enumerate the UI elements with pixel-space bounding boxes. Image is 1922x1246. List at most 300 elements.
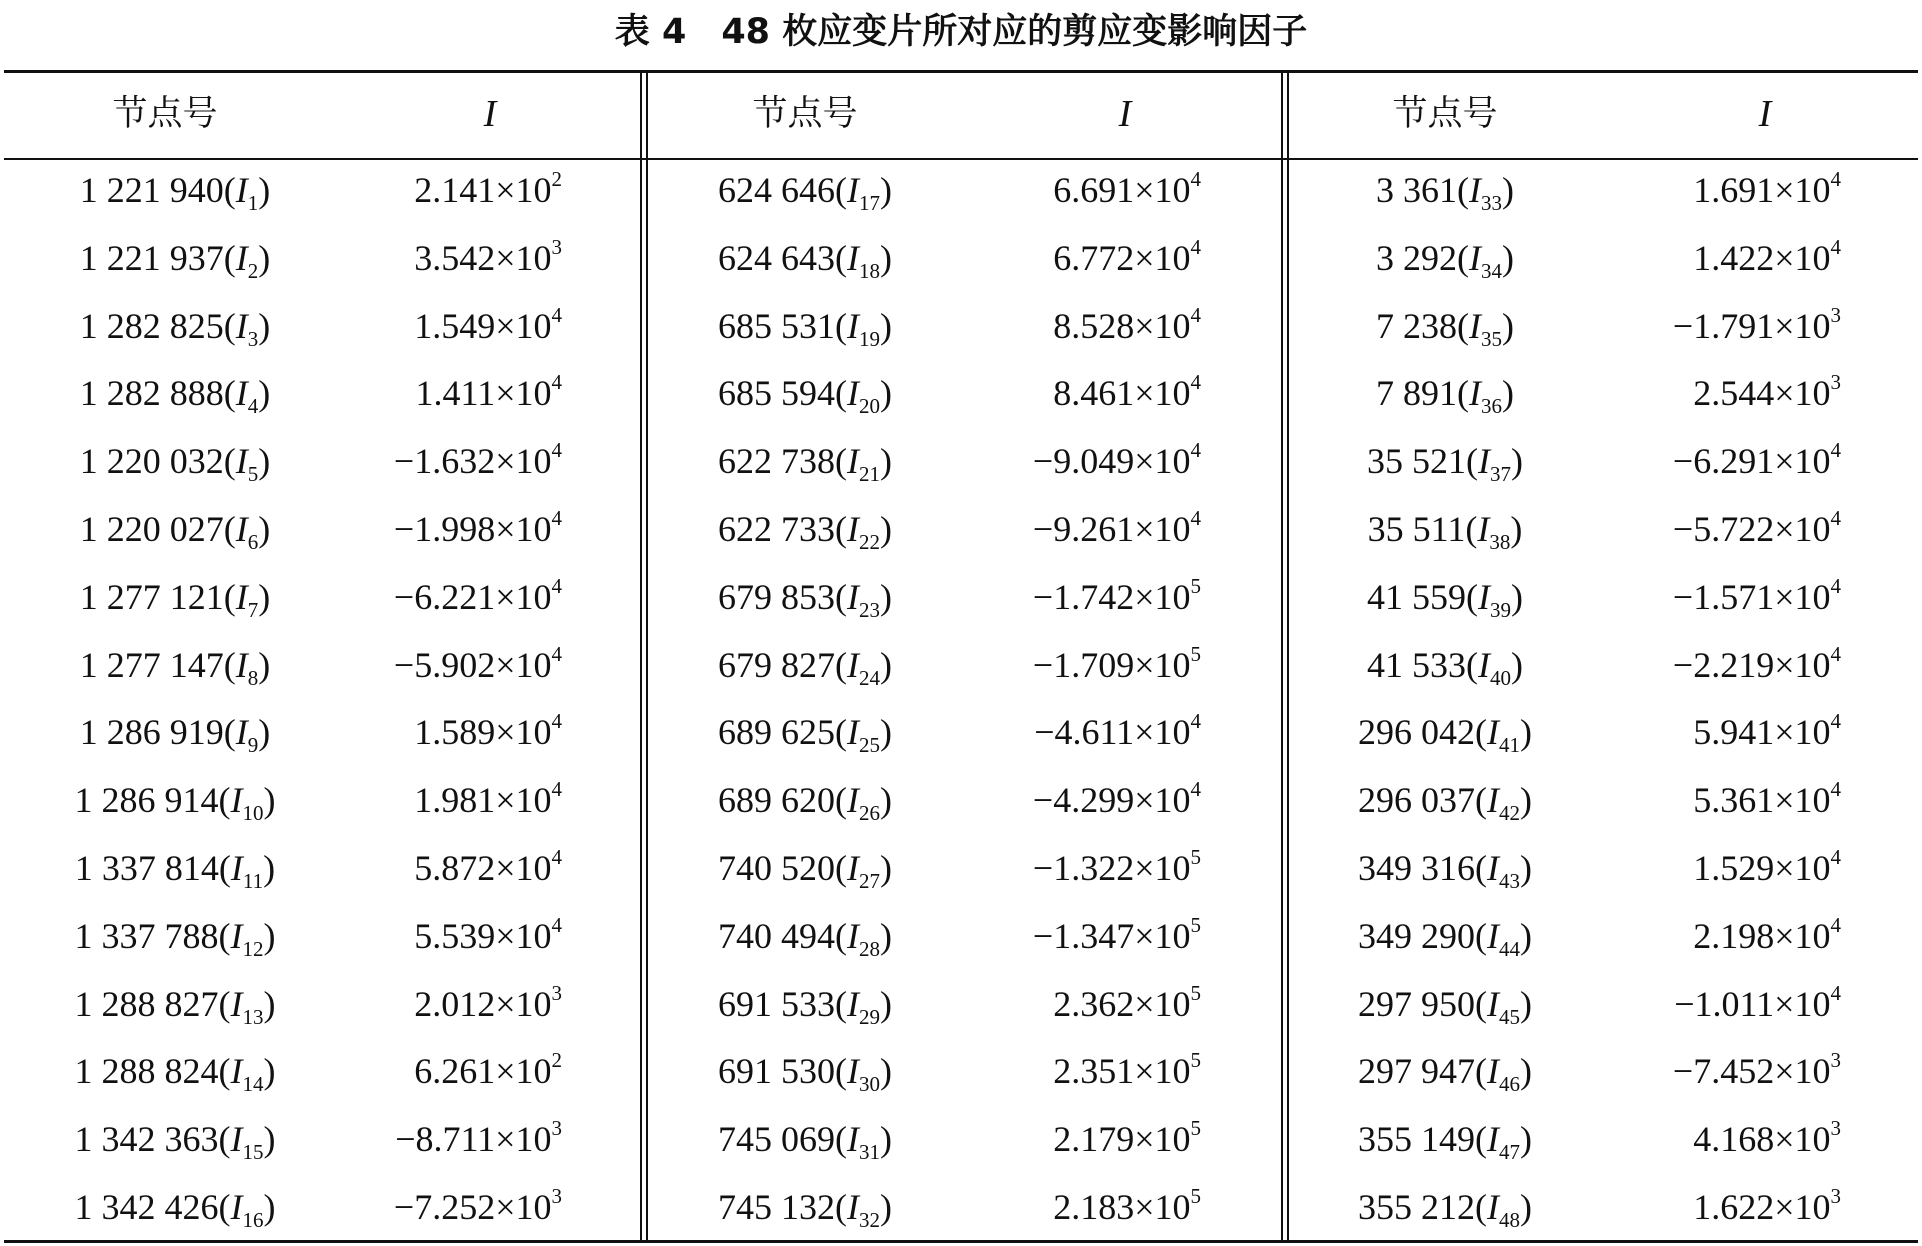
value-mantissa: 1.549×10: [414, 305, 552, 346]
open-paren: (: [835, 441, 847, 482]
factor-index: 41: [1499, 733, 1520, 758]
node-cell: [660, 569, 950, 625]
open-paren: (: [835, 644, 847, 685]
open-paren: (: [218, 1187, 231, 1227]
value-exponent: 4: [1830, 234, 1841, 259]
value-exponent: 4: [551, 845, 562, 869]
node-cell: [660, 162, 950, 218]
value-cell: [302, 1043, 562, 1099]
node-number: 3 361: [1376, 170, 1457, 210]
factor-symbol: I: [847, 1187, 859, 1227]
factor-symbol: I: [847, 509, 859, 549]
open-paren: (: [1475, 915, 1487, 956]
value-mantissa: 1.422×10: [1693, 237, 1831, 278]
value-cell: [941, 976, 1201, 1032]
factor-index: 20: [859, 394, 880, 419]
value-exponent: 4: [1830, 573, 1841, 598]
factor-index: 32: [859, 1208, 880, 1232]
node-cell: [20, 840, 330, 896]
node-cell: [20, 365, 330, 421]
table-title: 表 4 48 枚应变片所对应的剪应变影响因子: [614, 12, 1308, 52]
value-cell: [1581, 501, 1841, 557]
value-mantissa: 1.589×10: [414, 712, 552, 753]
value-mantissa: −4.611×10: [1034, 712, 1191, 753]
value-cell: [302, 1111, 562, 1167]
node-cell: [20, 976, 330, 1032]
node-cell: [1300, 1111, 1590, 1167]
value-mantissa: −9.261×10: [1032, 509, 1191, 549]
close-paren: ): [258, 509, 271, 549]
close-paren: ): [880, 373, 892, 414]
node-number: 3 292: [1376, 237, 1457, 278]
close-paren: ): [880, 509, 892, 549]
open-paren: (: [223, 509, 236, 549]
close-paren: ): [880, 983, 892, 1024]
factor-index: 39: [1490, 597, 1511, 622]
value-exponent: 4: [551, 438, 562, 463]
value-cell: [302, 1179, 562, 1235]
open-paren: (: [223, 576, 236, 617]
value-exponent: 3: [1830, 1116, 1841, 1141]
value-cell: [1581, 840, 1841, 896]
value-mantissa: 2.183×10: [1053, 1187, 1191, 1227]
value-cell: [941, 908, 1201, 964]
open-paren: (: [218, 780, 231, 821]
node-number: 679 827: [718, 644, 835, 685]
factor-symbol: I: [230, 915, 243, 956]
factor-symbol: I: [1487, 712, 1499, 753]
factor-symbol: I: [235, 441, 248, 482]
value-mantissa: 2.362×10: [1053, 983, 1191, 1024]
value-cell: [1581, 365, 1841, 421]
close-paren: ): [1511, 644, 1523, 685]
open-paren: (: [1457, 305, 1469, 346]
node-number: 622 733: [718, 509, 835, 549]
node-cell: [20, 501, 330, 557]
node-cell: [20, 433, 330, 489]
value-exponent: 4: [1830, 167, 1841, 191]
node-cell: [1300, 1043, 1590, 1099]
node-cell: [1300, 772, 1590, 828]
open-paren: (: [1466, 644, 1478, 685]
value-mantissa: 2.141×10: [414, 170, 552, 210]
value-mantissa: −5.902×10: [393, 644, 552, 685]
value-cell: [1581, 637, 1841, 693]
value-exponent: 4: [551, 912, 562, 937]
factor-index: 10: [242, 801, 264, 826]
value-mantissa: 5.361×10: [1693, 780, 1831, 821]
value-mantissa: −1.742×10: [1032, 576, 1191, 617]
close-paren: ): [1511, 576, 1523, 617]
close-paren: ): [1502, 305, 1514, 346]
value-cell: [941, 433, 1201, 489]
factor-index: 21: [859, 462, 880, 487]
factor-symbol: I: [235, 170, 248, 210]
value-mantissa: −1.011×10: [1674, 983, 1831, 1024]
factor-index: 14: [242, 1072, 264, 1097]
value-mantissa: −5.722×10: [1672, 509, 1831, 549]
value-cell: [1581, 1111, 1841, 1167]
node-number: 1 220 032: [79, 441, 224, 482]
open-paren: (: [1475, 1119, 1487, 1160]
open-paren: (: [218, 983, 231, 1024]
value-exponent: 3: [1830, 1048, 1841, 1073]
bottom-rule: [4, 1240, 1918, 1243]
factor-symbol: I: [1487, 848, 1499, 888]
value-mantissa: 8.461×10: [1053, 373, 1191, 414]
node-number: 624 643: [718, 237, 835, 278]
open-paren: (: [1457, 170, 1469, 210]
value-exponent: 3: [551, 1116, 562, 1141]
open-paren: (: [835, 305, 847, 346]
value-exponent: 3: [1830, 302, 1841, 327]
factor-index: 22: [859, 530, 880, 554]
factor-index: 7: [247, 597, 259, 622]
open-paren: (: [223, 237, 236, 278]
node-number: 355 149: [1358, 1119, 1475, 1160]
close-paren: ): [880, 576, 892, 617]
factor-symbol: I: [230, 848, 243, 888]
node-number: 1 286 914: [74, 780, 219, 821]
node-number: 35 511: [1367, 509, 1466, 549]
close-paren: ): [880, 237, 892, 278]
close-paren: ): [263, 1051, 276, 1092]
value-exponent: 3: [1830, 1184, 1841, 1208]
factor-symbol: I: [1487, 1051, 1499, 1092]
node-number: 1 220 027: [79, 509, 224, 549]
value-cell: [941, 230, 1201, 286]
node-cell: [1300, 569, 1590, 625]
value-cell: [1581, 704, 1841, 760]
node-number: 1 277 121: [79, 576, 224, 617]
value-exponent: 4: [551, 302, 562, 327]
factor-index: 30: [859, 1072, 880, 1097]
open-paren: (: [223, 712, 236, 753]
open-paren: (: [835, 848, 847, 888]
node-number: 1 221 940: [79, 170, 224, 210]
factor-symbol: I: [235, 576, 248, 617]
value-exponent: 4: [551, 573, 562, 598]
open-paren: (: [835, 780, 847, 821]
open-paren: (: [835, 373, 847, 414]
node-number: 1 337 814: [74, 848, 219, 888]
node-number: 691 533: [718, 983, 835, 1024]
close-paren: ): [258, 170, 271, 210]
node-cell: [20, 569, 330, 625]
factor-symbol: I: [847, 170, 859, 210]
factor-index: 36: [1481, 394, 1502, 419]
node-number: 689 625: [718, 712, 835, 753]
node-cell: [660, 840, 950, 896]
node-cell: [660, 908, 950, 964]
factor-index: 45: [1499, 1004, 1520, 1029]
value-exponent: 4: [551, 641, 562, 666]
factor-index: 4: [247, 394, 259, 419]
value-exponent: 3: [551, 1184, 562, 1208]
value-exponent: 4: [1830, 641, 1841, 666]
factor-symbol: I: [847, 780, 859, 821]
node-cell: [20, 1111, 330, 1167]
factor-symbol: I: [847, 1119, 859, 1160]
close-paren: ): [1520, 848, 1532, 888]
node-number: 41 533: [1367, 644, 1466, 685]
value-mantissa: 8.528×10: [1053, 305, 1191, 346]
value-exponent: 4: [551, 709, 562, 734]
value-exponent: 4: [1190, 167, 1201, 191]
value-cell: [302, 908, 562, 964]
node-number: 1 286 919: [79, 712, 224, 753]
factor-index: 33: [1481, 191, 1502, 215]
close-paren: ): [1520, 712, 1532, 753]
factor-symbol: I: [1469, 305, 1481, 346]
value-mantissa: 6.261×10: [414, 1051, 552, 1092]
open-paren: (: [1457, 373, 1469, 414]
value-cell: [1581, 569, 1841, 625]
node-number: 7 238: [1376, 305, 1457, 346]
value-cell: [302, 840, 562, 896]
open-paren: (: [223, 644, 236, 685]
factor-index: 28: [859, 936, 880, 961]
value-cell: [941, 772, 1201, 828]
factor-index: 38: [1489, 530, 1511, 554]
open-paren: (: [1475, 1051, 1487, 1092]
node-cell: [660, 704, 950, 760]
close-paren: ): [880, 644, 892, 685]
close-paren: ): [880, 1187, 892, 1227]
factor-index: 34: [1481, 258, 1502, 283]
close-paren: ): [880, 441, 892, 482]
value-cell: [302, 772, 562, 828]
node-number: 1 288 827: [74, 983, 219, 1024]
node-number: 296 042: [1358, 712, 1475, 753]
open-paren: (: [1466, 576, 1478, 617]
node-cell: [1300, 433, 1590, 489]
node-cell: [660, 433, 950, 489]
value-cell: [302, 637, 562, 693]
factor-index: 6: [247, 530, 259, 554]
factor-index: 9: [247, 733, 259, 758]
header-node: 节点号: [752, 94, 858, 134]
node-cell: [1300, 840, 1590, 896]
factor-symbol: I: [847, 237, 859, 278]
column-separator: [640, 70, 648, 1243]
value-exponent: 4: [1830, 438, 1841, 463]
value-exponent: 4: [551, 506, 562, 530]
value-exponent: 4: [1830, 845, 1841, 869]
value-exponent: 3: [1830, 370, 1841, 395]
factor-index: 19: [859, 326, 880, 351]
node-number: 740 520: [718, 848, 835, 888]
factor-index: 2: [247, 258, 259, 283]
node-number: 679 853: [718, 576, 835, 617]
node-cell: [20, 772, 330, 828]
factor-symbol: I: [235, 237, 248, 278]
open-paren: (: [835, 170, 847, 210]
node-cell: [660, 1111, 950, 1167]
value-mantissa: −1.998×10: [393, 509, 552, 549]
factor-symbol: I: [230, 1187, 243, 1227]
value-mantissa: −1.322×10: [1032, 848, 1191, 888]
node-number: 689 620: [718, 780, 835, 821]
close-paren: ): [1520, 983, 1532, 1024]
value-exponent: 5: [1190, 573, 1201, 598]
node-cell: [20, 704, 330, 760]
node-cell: [1300, 908, 1590, 964]
value-exponent: 5: [1190, 1116, 1201, 1141]
node-cell: [660, 1179, 950, 1235]
open-paren: (: [835, 712, 847, 753]
value-mantissa: 6.691×10: [1053, 170, 1191, 210]
value-mantissa: −6.291×10: [1672, 441, 1831, 482]
open-paren: (: [835, 915, 847, 956]
node-number: 1 282 825: [79, 305, 224, 346]
value-cell: [941, 501, 1201, 557]
factor-symbol: I: [1469, 373, 1481, 414]
factor-index: 29: [859, 1004, 880, 1029]
close-paren: ): [1520, 780, 1532, 821]
node-number: 349 316: [1358, 848, 1475, 888]
value-mantissa: 2.198×10: [1693, 915, 1831, 956]
close-paren: ): [263, 1119, 276, 1160]
value-mantissa: −1.791×10: [1672, 305, 1831, 346]
open-paren: (: [223, 170, 236, 210]
close-paren: ): [1510, 509, 1523, 549]
value-cell: [941, 569, 1201, 625]
open-paren: (: [1475, 848, 1487, 888]
factor-symbol: I: [847, 848, 859, 888]
factor-symbol: I: [235, 509, 248, 549]
close-paren: ): [263, 848, 276, 888]
node-cell: [20, 230, 330, 286]
node-number: 1 337 788: [74, 915, 219, 956]
node-cell: [660, 298, 950, 354]
value-exponent: 3: [551, 980, 562, 1005]
factor-index: 12: [242, 936, 264, 961]
node-cell: [1300, 637, 1590, 693]
node-cell: [1300, 230, 1590, 286]
close-paren: ): [258, 644, 271, 685]
node-cell: [1300, 704, 1590, 760]
factor-symbol: I: [1477, 509, 1490, 549]
open-paren: (: [835, 237, 847, 278]
node-number: 35 521: [1367, 441, 1466, 482]
open-paren: (: [835, 983, 847, 1024]
value-cell: [941, 1111, 1201, 1167]
open-paren: (: [1475, 1187, 1487, 1227]
factor-symbol: I: [1487, 1119, 1499, 1160]
node-cell: [1300, 1179, 1590, 1235]
header-node: 节点号: [112, 94, 218, 134]
value-mantissa: −4.299×10: [1032, 780, 1191, 821]
value-cell: [941, 1179, 1201, 1235]
open-paren: (: [1465, 509, 1478, 549]
node-cell: [660, 637, 950, 693]
factor-symbol: I: [235, 305, 248, 346]
factor-index: 27: [859, 869, 880, 893]
value-exponent: 5: [1190, 845, 1201, 869]
close-paren: ): [1520, 1187, 1532, 1227]
factor-symbol: I: [235, 712, 248, 753]
node-cell: [20, 162, 330, 218]
open-paren: (: [1475, 780, 1487, 821]
close-paren: ): [263, 915, 276, 956]
factor-index: 16: [242, 1208, 264, 1232]
open-paren: (: [223, 305, 236, 346]
close-paren: ): [1520, 915, 1532, 956]
value-cell: [1581, 976, 1841, 1032]
close-paren: ): [880, 170, 892, 210]
factor-symbol: I: [847, 576, 859, 617]
open-paren: (: [835, 1119, 847, 1160]
value-mantissa: −1.709×10: [1032, 644, 1191, 685]
factor-symbol: I: [235, 373, 248, 414]
value-mantissa: −1.571×10: [1672, 576, 1831, 617]
column-separator: [1281, 70, 1289, 1243]
factor-index: 31: [859, 1140, 880, 1165]
node-number: 41 559: [1367, 576, 1466, 617]
header-value: I: [1758, 93, 1772, 135]
value-mantissa: 4.168×10: [1693, 1119, 1831, 1160]
value-exponent: 4: [1830, 506, 1841, 530]
open-paren: (: [218, 848, 231, 888]
close-paren: ): [880, 712, 892, 753]
open-paren: (: [218, 1119, 231, 1160]
open-paren: (: [218, 1051, 231, 1092]
close-paren: ): [258, 441, 271, 482]
close-paren: ): [1502, 373, 1514, 414]
value-exponent: 4: [1830, 912, 1841, 937]
open-paren: (: [835, 1051, 847, 1092]
factor-index: 44: [1499, 936, 1520, 961]
value-cell: [1581, 298, 1841, 354]
value-cell: [302, 976, 562, 1032]
value-mantissa: 1.411×10: [415, 373, 552, 414]
value-cell: [302, 501, 562, 557]
close-paren: ): [258, 712, 271, 753]
node-cell: [1300, 162, 1590, 218]
value-exponent: 5: [1190, 912, 1201, 937]
value-mantissa: 1.622×10: [1693, 1187, 1831, 1227]
open-paren: (: [1475, 712, 1487, 753]
open-paren: (: [1475, 983, 1487, 1024]
node-cell: [660, 976, 950, 1032]
factor-symbol: I: [1487, 983, 1499, 1024]
factor-symbol: I: [847, 441, 859, 482]
node-number: 745 069: [718, 1119, 835, 1160]
node-cell: [660, 501, 950, 557]
value-cell: [1581, 230, 1841, 286]
node-cell: [20, 908, 330, 964]
value-mantissa: 5.539×10: [414, 915, 552, 956]
value-exponent: 4: [1830, 777, 1841, 802]
factor-index: 24: [859, 665, 880, 690]
value-exponent: 4: [1190, 370, 1201, 395]
factor-symbol: I: [1487, 1187, 1499, 1227]
open-paren: (: [835, 1187, 847, 1227]
value-mantissa: 1.691×10: [1693, 170, 1831, 210]
factor-symbol: I: [847, 712, 859, 753]
factor-symbol: I: [847, 1051, 859, 1092]
factor-symbol: I: [1469, 170, 1481, 210]
factor-index: 11: [242, 869, 264, 893]
node-number: 691 530: [718, 1051, 835, 1092]
value-exponent: 4: [1830, 980, 1841, 1005]
top-rule: [4, 70, 1918, 73]
node-number: 745 132: [718, 1187, 835, 1227]
header-node: 节点号: [1392, 94, 1498, 134]
value-mantissa: −7.252×10: [393, 1187, 552, 1227]
factor-index: 1: [247, 191, 259, 215]
